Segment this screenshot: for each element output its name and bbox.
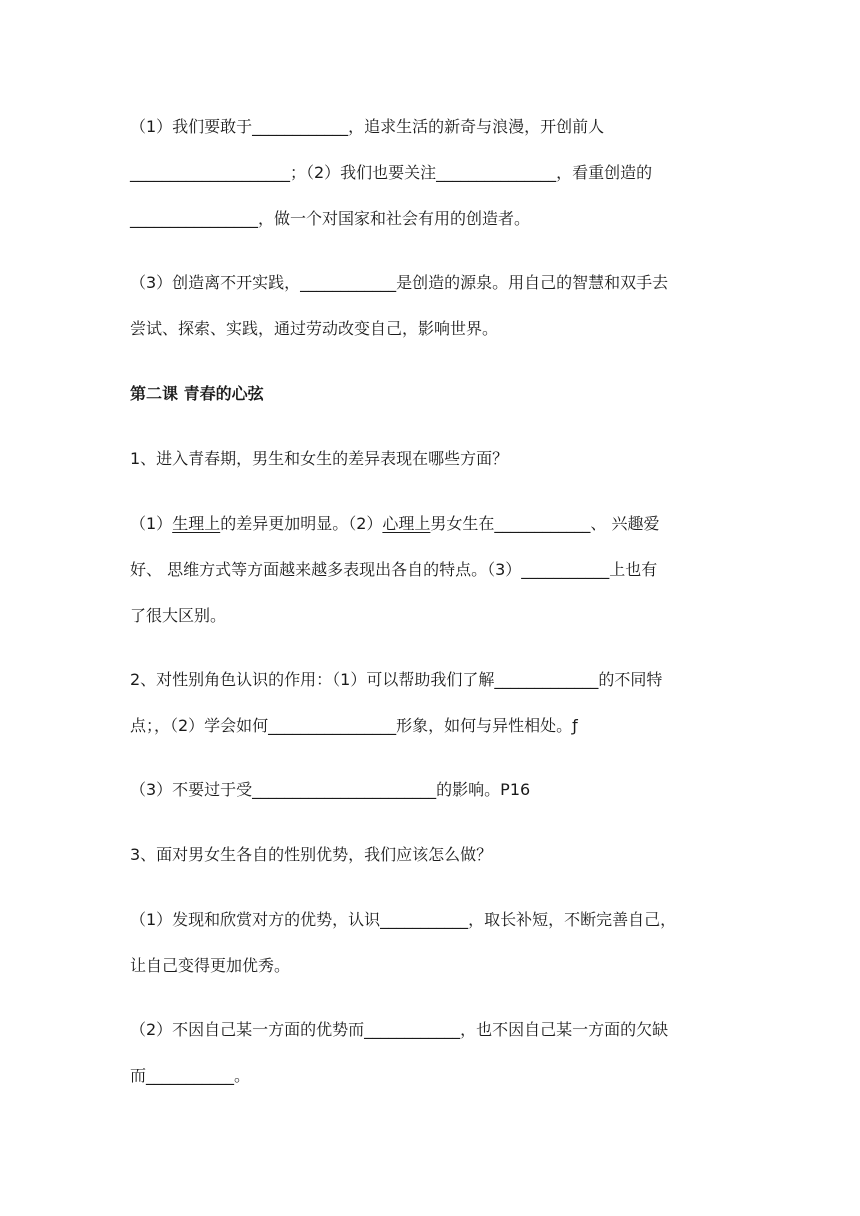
text-line-10: 了很大区别。 (130, 606, 227, 625)
question-2: 2、对性别角色认识的作用：（1）可以帮助我们了解_____________的不同特 (130, 670, 663, 689)
text-line-9: 好、 思维方式等方面越来越多表现出各自的特点。（3）___________上也有 (130, 560, 658, 579)
text-line-1: （1）我们要敢于____________，追求生活的新奇与浪漫，开创前人 (130, 117, 605, 136)
text-line-4: （3）创造离不开实践，____________是创造的源泉。用自己的智慧和双手去 (130, 273, 669, 292)
text-segment: （1） (130, 514, 173, 533)
question-3: 3、面对男女生各自的性别优势，我们应该怎么做？ (130, 845, 493, 864)
underlined-term-psychology: 心理上 (382, 514, 431, 533)
text-line-12: 点；，（2）学会如何________________形象，如何与异性相处。ƒ (130, 716, 578, 735)
text-segment: 男女生在____________、 兴趣爱 (430, 514, 660, 533)
text-line-17: （2）不因自己某一方面的优势而____________，也不因自己某一方面的欠缺 (130, 1020, 669, 1039)
question-1: 1、进入青春期，男生和女生的差异表现在哪些方面？ (130, 449, 509, 468)
text-line-3: ________________，做一个对国家和社会有用的创造者。 (130, 209, 531, 228)
text-line-mixed (130, 514, 730, 534)
text-line-15: （1）发现和欣赏对方的优势，认识___________，取长补短，不断完善自己， (130, 910, 677, 929)
text-line-13: （3）不要过于受_______________________的影响。P16 (130, 780, 531, 799)
underlined-term-physiology: 生理上 (172, 514, 221, 533)
text-line-2: ____________________；（2）我们也要关注_______________，看重创造的 (130, 163, 653, 182)
text-segment: 的差异更加明显。（2） (220, 514, 383, 533)
section-heading: 第二课 青春的心弦 (130, 384, 264, 403)
text-line-18: 而___________。 (130, 1066, 251, 1085)
text-line-5: 尝试、探索、实践，通过劳动改变自己，影响世界。 (130, 319, 499, 338)
text-line-16: 让自己变得更加优秀。 (130, 956, 291, 975)
